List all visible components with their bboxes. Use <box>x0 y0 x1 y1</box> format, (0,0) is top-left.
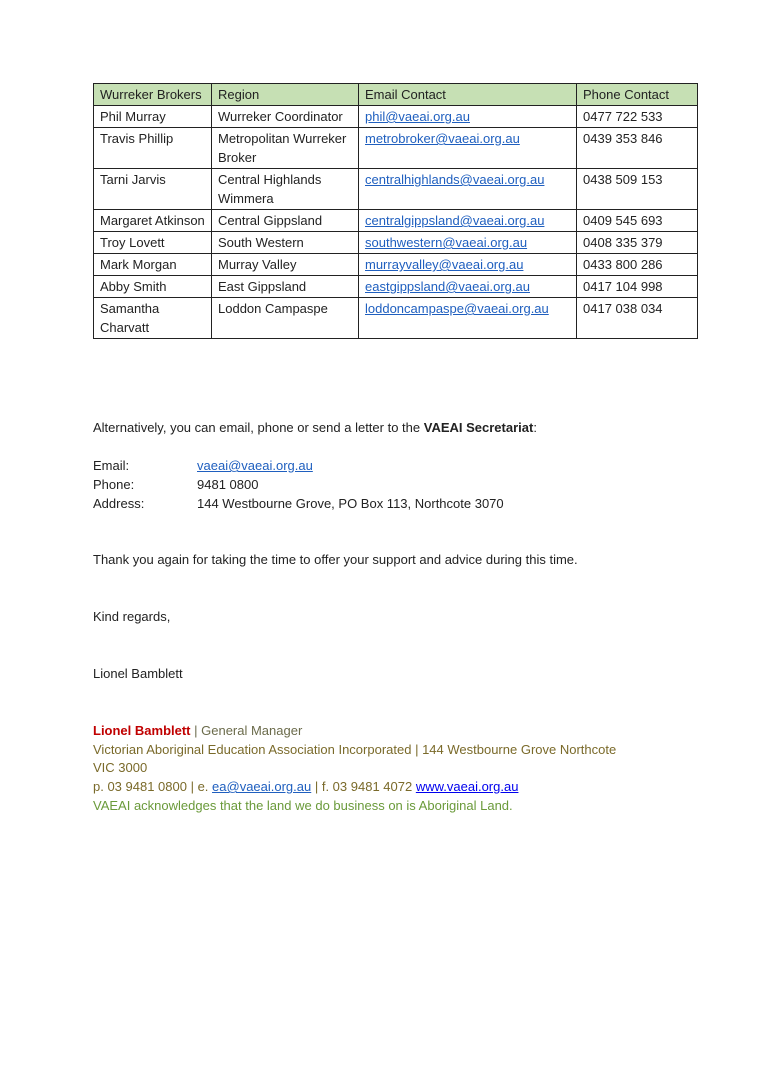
regards-line: Kind regards, <box>93 609 171 624</box>
intro-paragraph <box>93 418 537 437</box>
table-row <box>94 254 698 276</box>
region-cell: Metropolitan Wurreker Broker <box>212 128 359 169</box>
phone-cell: 0417 104 998 <box>577 276 698 298</box>
secretariat-name: VAEAI Secretariat <box>423 420 534 435</box>
region-cell: Murray Valley <box>212 254 359 276</box>
address-value: 144 Westbourne Grove, PO Box 113, Northcote 3070 <box>197 496 504 511</box>
table-row <box>94 106 698 128</box>
secretariat-email-link[interactable]: vaeai@vaeai.org.au <box>197 458 313 473</box>
table-row <box>94 210 698 232</box>
table-row <box>94 169 698 210</box>
broker-name-cell: Travis Phillip <box>94 128 212 169</box>
table-row <box>94 128 698 169</box>
signature-website-link[interactable]: www.vaeai.org.au <box>415 779 519 794</box>
broker-name-cell: Abby Smith <box>94 276 212 298</box>
signature-title: | General Manager <box>190 723 303 738</box>
signature-fax: | f. 03 9481 4072 <box>311 779 416 794</box>
email-label: Email: <box>93 458 130 473</box>
table-header-row <box>94 84 698 106</box>
email-cell <box>359 232 577 254</box>
phone-cell: 0438 509 153 <box>577 169 698 210</box>
broker-email-link[interactable]: loddoncampaspe@vaeai.org.au <box>365 301 549 316</box>
region-cell: Central Gippsland <box>212 210 359 232</box>
signed-name: Lionel Bamblett <box>93 666 183 681</box>
address-label: Address: <box>93 496 145 511</box>
thanks-paragraph: Thank you again for taking the time to offer your support and advice during this time. <box>93 552 578 567</box>
table-row <box>94 232 698 254</box>
broker-name-cell: Tarni Jarvis <box>94 169 212 210</box>
brokers-table <box>93 83 698 339</box>
header-email: Email Contact <box>359 84 577 106</box>
phone-value: 9481 0800 <box>197 477 259 492</box>
broker-email-link[interactable]: southwestern@vaeai.org.au <box>365 235 528 250</box>
broker-name-cell: Margaret Atkinson <box>94 210 212 232</box>
email-cell <box>359 169 577 210</box>
phone-cell: 0477 722 533 <box>577 106 698 128</box>
phone-cell: 0409 545 693 <box>577 210 698 232</box>
signature-org-line: Victorian Aboriginal Education Association Incorporated | 144 Westbourne Grove Northcote <box>93 742 617 757</box>
intro-colon: : <box>533 420 537 435</box>
signature-name: Lionel Bamblett <box>93 723 191 738</box>
broker-email-link[interactable]: phil@vaeai.org.au <box>365 109 470 124</box>
broker-name-cell: Samantha Charvatt <box>94 298 212 339</box>
phone-label: Phone: <box>93 477 135 492</box>
phone-cell: 0417 038 034 <box>577 298 698 339</box>
email-cell <box>359 106 577 128</box>
region-cell: South Western <box>212 232 359 254</box>
region-cell: Loddon Campaspe <box>212 298 359 339</box>
broker-name-cell: Mark Morgan <box>94 254 212 276</box>
broker-email-link[interactable]: eastgippsland@vaeai.org.au <box>365 279 530 294</box>
table-row <box>94 276 698 298</box>
broker-email-link[interactable]: murrayvalley@vaeai.org.au <box>365 257 524 272</box>
email-cell <box>359 128 577 169</box>
phone-cell: 0433 800 286 <box>577 254 698 276</box>
signature-org-line2: VIC 3000 <box>93 760 148 775</box>
header-region: Region <box>212 84 359 106</box>
header-brokers: Wurreker Brokers <box>94 84 212 106</box>
table-row <box>94 298 698 339</box>
email-cell <box>359 276 577 298</box>
signature-contact-line <box>93 777 518 796</box>
phone-cell: 0439 353 846 <box>577 128 698 169</box>
table-body <box>94 106 698 339</box>
signature-email-link[interactable]: ea@vaeai.org.au <box>212 779 312 794</box>
phone-cell: 0408 335 379 <box>577 232 698 254</box>
region-cell: Central Highlands Wimmera <box>212 169 359 210</box>
email-cell <box>359 210 577 232</box>
broker-email-link[interactable]: centralhighlands@vaeai.org.au <box>365 172 545 187</box>
region-cell: East Gippsland <box>212 276 359 298</box>
region-cell: Wurreker Coordinator <box>212 106 359 128</box>
signature-acknowledgement: VAEAI acknowledges that the land we do business on is Aboriginal Land. <box>93 798 513 813</box>
signature-name-line <box>93 721 302 740</box>
email-cell <box>359 254 577 276</box>
broker-email-link[interactable]: centralgippsland@vaeai.org.au <box>365 213 545 228</box>
header-phone: Phone Contact <box>577 84 698 106</box>
email-cell <box>359 298 577 339</box>
broker-email-link[interactable]: metrobroker@vaeai.org.au <box>365 131 520 146</box>
intro-text: Alternatively, you can email, phone or send a letter to the <box>93 420 424 435</box>
broker-name-cell: Troy Lovett <box>94 232 212 254</box>
broker-name-cell: Phil Murray <box>94 106 212 128</box>
signature-phone: p. 03 9481 0800 | e. <box>93 779 213 794</box>
